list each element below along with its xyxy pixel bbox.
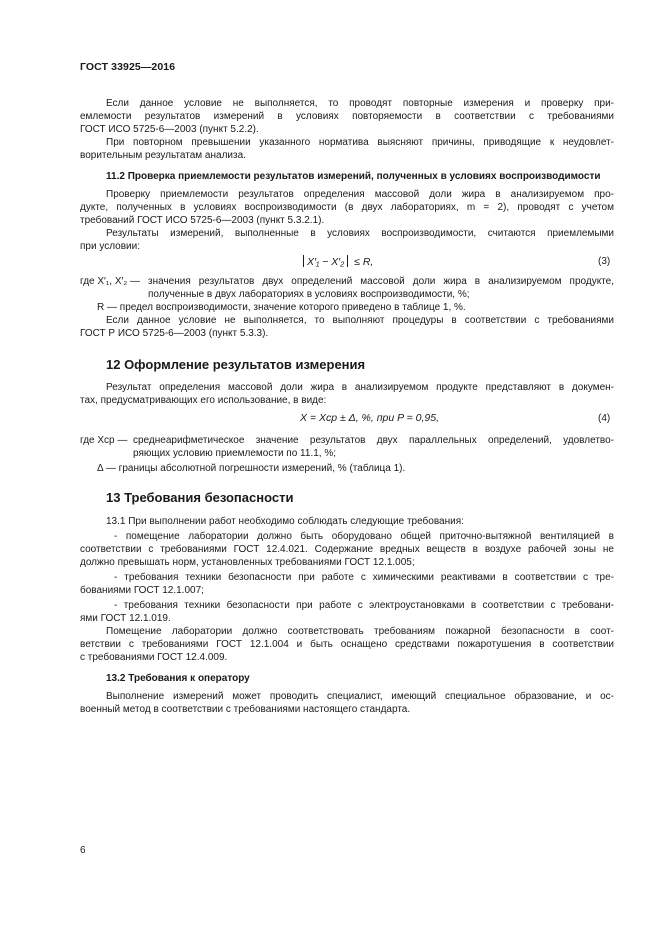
paragraph-line: Выполнение измерений может проводить специалист, имеющий специальное образование, и ос- xyxy=(106,691,614,702)
abs-bar xyxy=(347,255,348,267)
paragraph-line: ворительным результатам анализа. xyxy=(80,150,246,161)
paragraph-line: с требованиями ГОСТ 12.4.009. xyxy=(80,652,228,663)
section-heading-12: 12 Оформление результатов измерения xyxy=(106,357,366,372)
paragraph-line: ГОСТ ИСО 5725-6—2003 (пункт 5.2.2). xyxy=(80,124,259,135)
paragraph-line: Помещение лаборатории должно соответствовать требованиям пожарной безопасности в соот- xyxy=(106,626,614,637)
list-item: должно превышать норм, установленных требованиями ГОСТ 12.1.005; xyxy=(80,557,415,568)
paragraph-line: ветствии с требованиями ГОСТ 12.1.004 и быть оснащено средствами пожаротушения в соответствии xyxy=(80,639,614,650)
document-header: ГОСТ 33925—2016 xyxy=(80,61,176,73)
formula-3 xyxy=(300,255,373,268)
paragraph-line: ряющих условию приемлемости по 11.1, %; xyxy=(133,448,337,459)
abs-bar xyxy=(303,255,304,267)
list-item: - требования техники безопасности при работе с химическими реактивами в соответствии с тре- xyxy=(114,572,614,583)
paragraph-line: Результат определения массовой доли жира в анализируемом продукте представляют в докумен- xyxy=(106,382,614,393)
equation-number: (4) xyxy=(598,413,611,424)
list-item: - требования техники безопасности при работе с электроустановками в соответствии с требовани- xyxy=(114,600,614,611)
where-symbol: где X′₁, X′₂ — xyxy=(80,276,141,287)
paragraph-line: емлемости результатов измерений в условиях повторяемости в соответствии с требованиями xyxy=(80,111,614,122)
list-item: ями ГОСТ 12.1.019. xyxy=(80,613,171,624)
page-number: 6 xyxy=(80,845,86,856)
paragraph-line: При повторном превышении указанного норматива выясняют причины, приводящие к неудовлет- xyxy=(106,137,614,148)
paragraph-line: тах, предусматривающих его использование, в виде: xyxy=(80,395,327,406)
list-item: соответствии с требованиями ГОСТ 12.4.021. Содержание вредных веществ в воздухе рабочей зоны не xyxy=(80,544,614,555)
paragraph-line: требований ГОСТ ИСО 5725-6—2003 (пункт 5.3.2.1). xyxy=(80,215,325,226)
paragraph-line: среднеарифметическое значение результатов двух параллельных определений, удовлетво- xyxy=(133,435,614,446)
list-item: - помещение лаборатории должно быть оборудовано общей приточно-вытяжной вентиляцией в xyxy=(114,531,614,542)
formula-tail: ≤ R, xyxy=(354,256,374,268)
where-symbol: где Xср — xyxy=(80,435,128,446)
paragraph-line: Результаты измерений, выполненные в условиях воспроизводимости, считаются приемлемыми xyxy=(106,228,614,239)
list-item: бованиями ГОСТ 12.1.007; xyxy=(80,585,204,596)
paragraph-line: ГОСТ Р ИСО 5725-6—2003 (пункт 5.3.3). xyxy=(80,328,269,339)
definition-r: R — предел воспроизводимости, значение которого приведено в таблице 1, %. xyxy=(97,302,466,313)
definition-delta: Δ — границы абсолютной погрешности измерений, % (таблица 1). xyxy=(97,463,406,474)
paragraph-line: полученные в двух лабораториях в условиях воспроизводимости, %; xyxy=(148,289,470,300)
paragraph-line: военный метод в соответствии с требованиями настоящего стандарта. xyxy=(80,704,411,715)
formula-expression: X′₁ − X′₂ xyxy=(307,256,345,268)
paragraph-line: Если данное условие не выполняется, то выполняют процедуры в соответствии с требованиями xyxy=(106,315,614,326)
section-heading-13-2: 13.2 Требования к оператору xyxy=(106,673,250,684)
paragraph-line: при условии: xyxy=(80,241,140,252)
equation-number: (3) xyxy=(598,256,611,267)
section-heading-13: 13 Требования безопасности xyxy=(106,490,294,505)
section-heading-11-2: 11.2 Проверка приемлемости результатов измерений, полученных в условиях воспроизводимости xyxy=(106,171,601,182)
paragraph-line: Проверку приемлемости результатов определения массовой доли жира в анализируемом про- xyxy=(106,189,614,200)
paragraph-line: значения результатов двух определений массовой доли жира в анализируемом продукте, xyxy=(148,276,614,287)
paragraph-line: Если данное условие не выполняется, то проводят повторные измерения и проверку при- xyxy=(106,98,614,109)
formula-4: X = Xср ± Δ, %, при P = 0,95, xyxy=(300,412,440,424)
paragraph-line: дукте, полученных в условиях воспроизводимости (в двух лабораториях, m = 2), проводят с учетом xyxy=(80,202,614,213)
paragraph-line: 13.1 При выполнении работ необходимо соблюдать следующие требования: xyxy=(106,516,464,527)
